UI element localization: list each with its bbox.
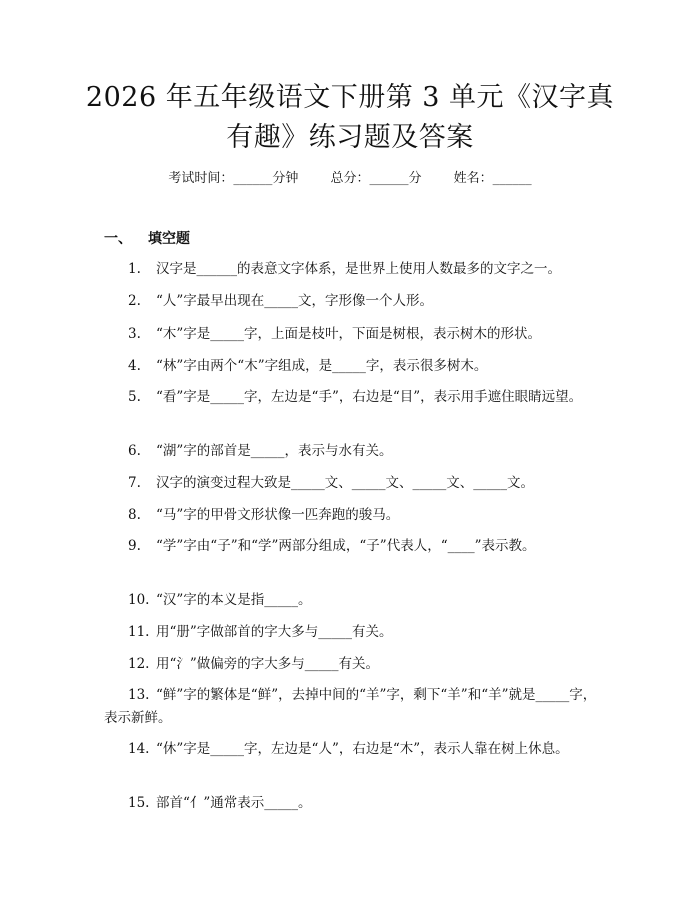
section-title: 填空题 [148,231,190,247]
question-number: 5. [128,389,141,405]
question-item [104,258,604,281]
question-number: 7. [128,475,141,491]
question-text: “湖”字的部首是_____，表示与水有关。 [156,443,393,459]
question-item [104,653,604,676]
question-item [104,684,604,730]
question-text: “汉”字的本义是指_____。 [156,592,312,608]
question-text: 汉字是______的表意文字体系，是世界上使用人数最多的文字之一。 [156,261,561,277]
question-item [104,386,604,409]
question-item [104,589,604,612]
total-score-field: 总分：______分 [330,171,422,186]
question-number: 10. [128,592,150,608]
question-text: “鲜”字的繁体是“鲜”，去掉中间的“羊”字，剩下“羊”和“羊”就是_____字，表示新鲜。 [104,687,597,726]
document-title: 2026 年五年级语文下册第 3 单元《汉字真有趣》练习题及答案 [85,82,615,153]
question-number: 14. [128,741,150,757]
question-item [104,472,604,495]
question-item [104,504,604,527]
question-text: 部首“亻”通常表示_____。 [156,795,312,811]
question-text: “马”字的甲骨文形状像一匹奔跑的骏马。 [156,507,400,523]
question-text: 用“氵”做偏旁的字大多与_____有关。 [156,656,380,672]
question-item [104,355,604,378]
question-item [104,792,604,815]
question-item [104,323,604,346]
question-number: 6. [128,443,141,459]
question-number: 8. [128,507,141,523]
question-text: “休”字是_____字，左边是“人”，右边是“木”，表示人靠在树上休息。 [156,741,569,757]
question-number: 3. [128,326,141,342]
question-item [104,535,604,558]
question-number: 11. [128,624,150,640]
question-number: 1. [128,261,141,277]
question-text: “人”字最早出现在_____文，字形像一个人形。 [156,293,434,309]
question-text: “看”字是_____字，左边是“手”，右边是“目”，表示用手遮住眼睛远望。 [156,389,583,405]
question-item [104,738,604,761]
question-item [104,440,604,463]
exam-info-line [0,170,700,188]
question-item [104,621,604,644]
question-number: 13. [128,687,150,703]
question-text: “学”字由“子”和“学”两部分组成，“子”代表人，“____”表示教。 [156,538,536,554]
question-number: 2. [128,293,141,309]
question-text: “林”字由两个“木”字组成，是_____字，表示很多树木。 [156,358,488,374]
question-number: 9. [128,538,141,554]
question-item [104,290,604,313]
question-number: 12. [128,656,150,672]
section-heading-fill-in-blank [104,229,190,249]
question-text: 汉字的演变过程大致是_____文、_____文、_____文、_____文。 [156,475,534,491]
section-number: 一、 [104,231,132,247]
student-name-field: 姓名：______ [453,171,532,186]
question-number: 4. [128,358,141,374]
question-text: 用“册”字做部首的字大多与_____有关。 [156,624,393,640]
question-text: “木”字是_____字，上面是枝叶，下面是树根，表示树木的形状。 [156,326,542,342]
exam-time-field: 考试时间：______分钟 [168,171,299,186]
question-number: 15. [128,795,150,811]
